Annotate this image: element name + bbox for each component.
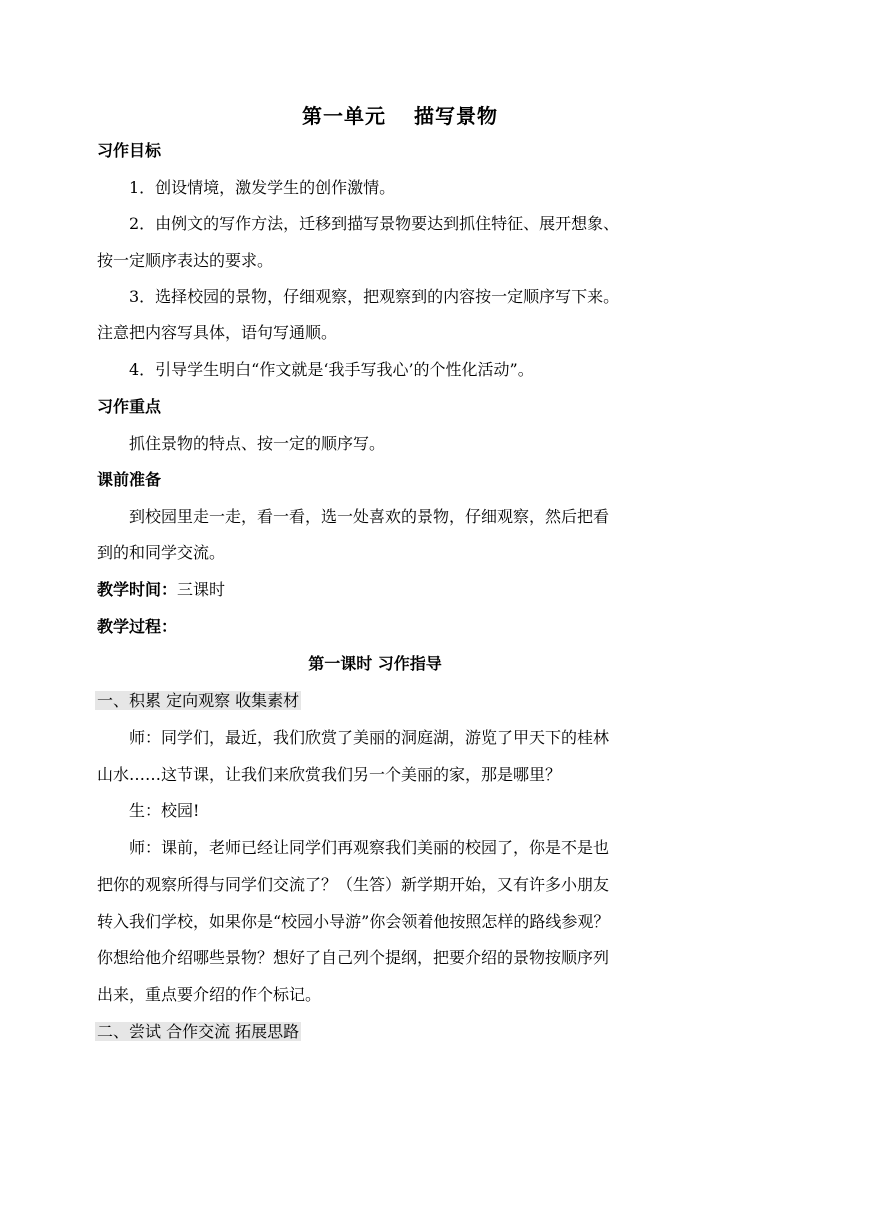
section-heading-2-text: 二、尝试 合作交流 拓展思路	[97, 1022, 300, 1041]
paragraph-3-line-2: 把你的观察所得与同学们交流了？（生答）新学期开始，又有许多小朋友	[97, 875, 610, 894]
focus-text: 抓住景物的特点、按一定的顺序写。	[129, 434, 386, 453]
teaching-time	[97, 579, 225, 601]
section-heading-2	[95, 1021, 301, 1043]
paragraph-3: 师：课前，老师已经让同学们再观察我们美丽的校园了，你是不是也	[129, 838, 610, 857]
process-heading: 教学过程：	[97, 617, 178, 636]
paragraph-1-cont: 山水……这节课，让我们来欣赏我们另一个美丽的家，那是哪里？	[97, 765, 562, 784]
paragraph-3-line-4: 你想给他介绍哪些景物？想好了自己列个提纲，把要介绍的景物按顺序列	[97, 948, 610, 967]
prep-text-cont: 到的和同学交流。	[97, 543, 226, 562]
goal-item-3-cont: 注意把内容写具体，语句写通顺。	[97, 323, 338, 342]
section-heading-1	[95, 690, 301, 712]
goal-item-4: 4．引导学生明白“作文就是‘我手写我心’的个性化活动”。	[129, 360, 534, 379]
goal-item-1: 1．创设情境，激发学生的创作激情。	[129, 178, 396, 197]
lesson-title: 第一课时 习作指导	[308, 654, 442, 673]
teaching-time-label: 教学时间：	[97, 580, 178, 599]
focus-heading: 习作重点	[97, 397, 162, 416]
paragraph-3-line-3: 转入我们学校，如果你是“校园小导游”你会领着他按照怎样的路线参观？	[97, 912, 610, 931]
unit-label: 第一单元	[302, 104, 386, 128]
page-title	[0, 100, 800, 129]
paragraph-3-line-5: 出来，重点要介绍的作个标记。	[97, 985, 322, 1004]
unit-topic: 描写景物	[414, 104, 498, 128]
section-heading-1-text: 一、积累 定向观察 收集素材	[97, 691, 300, 710]
prep-text: 到校园里走一走，看一看，选一处喜欢的景物，仔细观察，然后把看	[129, 507, 610, 526]
goals-heading: 习作目标	[97, 141, 162, 160]
goal-item-2-cont: 按一定顺序表达的要求。	[97, 251, 274, 270]
goal-item-3: 3．选择校园的景物，仔细观察，把观察到的内容按一定顺序写下来。	[129, 287, 620, 306]
goal-item-2: 2．由例文的写作方法，迁移到描写景物要达到抓住特征、展开想象、	[129, 214, 620, 233]
paragraph-2: 生：校园!	[129, 801, 200, 820]
paragraph-1: 师：同学们，最近，我们欣赏了美丽的洞庭湖，游览了甲天下的桂林	[129, 728, 610, 747]
prep-heading: 课前准备	[97, 470, 162, 489]
teaching-time-value: 三课时	[177, 580, 226, 599]
